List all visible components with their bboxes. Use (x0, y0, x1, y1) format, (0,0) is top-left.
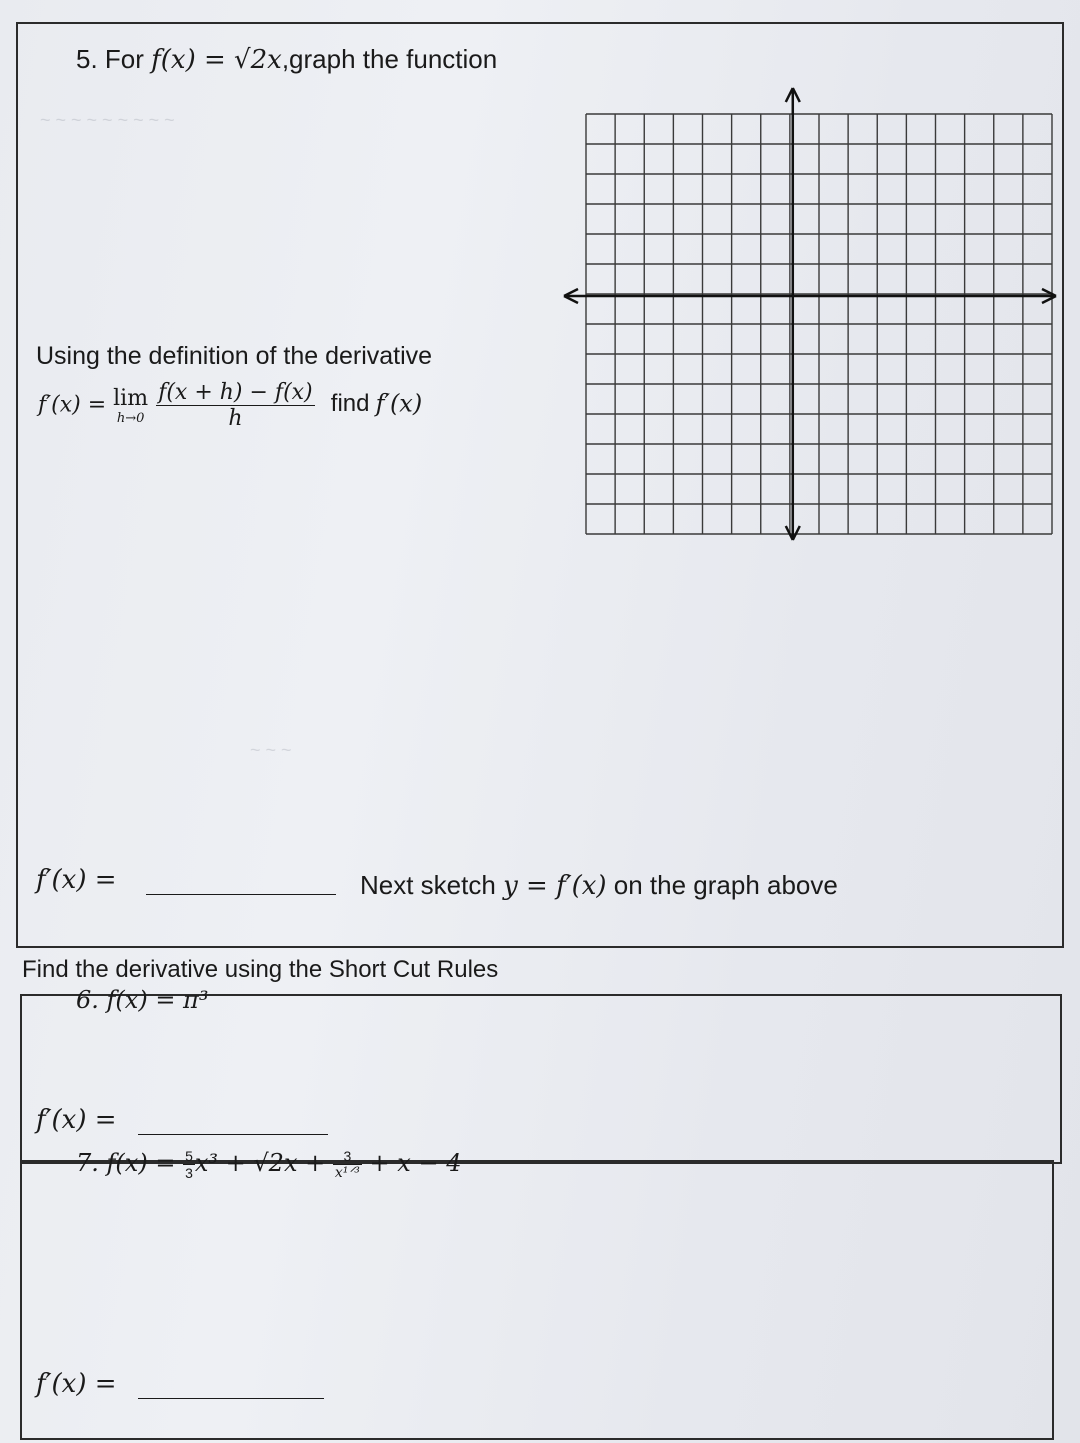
problem-7-prompt (76, 1148, 461, 1181)
problem-number: 7. (76, 1149, 99, 1177)
shortcut-heading: Find the derivative using the Short Cut Rules (22, 956, 499, 983)
bleed-through-text: ~ ~ ~ ~ ~ ~ ~ ~ ~ (40, 110, 175, 130)
function-tail: + x − 4 (369, 1149, 462, 1177)
difference-quotient-numerator: f(x + h) − f(x) (158, 380, 313, 405)
problem-7-answer (36, 1368, 324, 1399)
find-text: find (330, 390, 370, 418)
problem-5-prompt (76, 44, 497, 75)
function-terms: x³ + √2x + (194, 1149, 326, 1177)
problem-number: 6. (76, 986, 99, 1014)
graph-grid[interactable] (560, 84, 1060, 544)
difference-quotient-denominator: h (156, 405, 314, 431)
function-expression: f(x) = π³ (106, 986, 209, 1014)
find-target: f′(x) (375, 389, 423, 418)
problem-6-prompt (76, 986, 208, 1014)
function-expression: f(x) = √2x (151, 45, 282, 75)
answer-blank[interactable] (146, 894, 336, 895)
problem-5-answer (36, 864, 336, 895)
fraction-numerator: 3 (343, 1148, 352, 1164)
sketch-instruction (360, 870, 838, 901)
problem-6-box (20, 994, 1062, 1164)
problem-6-answer (36, 1104, 328, 1135)
answer-label: f′(x) = (36, 1105, 117, 1135)
fraction-denominator: x¹ᐟ³ (334, 1165, 360, 1181)
prompt-intro: For (104, 44, 144, 74)
problem-number: 5. (76, 44, 98, 74)
limit-subscript: h→0 (116, 410, 145, 426)
answer-blank[interactable] (138, 1134, 328, 1135)
sketch-equation: y = f′(x) (503, 871, 607, 901)
answer-blank[interactable] (138, 1398, 324, 1399)
prompt-instruction: ,graph the function (281, 44, 498, 74)
bleed-through-text: ~ ~ ~ (250, 740, 292, 760)
answer-label: f′(x) = (36, 865, 117, 895)
function-lhs: f(x) = (106, 1149, 184, 1177)
definition-heading: Using the definition of the derivative (36, 342, 433, 370)
derivative-definition-formula (38, 380, 422, 431)
formula-lhs: f′(x) = (38, 392, 114, 418)
fraction-denominator: 3 (185, 1165, 193, 1181)
sketch-text-post: on the graph above (613, 870, 838, 900)
fraction-numerator: 5 (185, 1148, 193, 1164)
limit-operator: lim (113, 385, 149, 411)
answer-label: f′(x) = (36, 1369, 117, 1399)
sketch-text-pre: Next sketch (360, 870, 496, 900)
